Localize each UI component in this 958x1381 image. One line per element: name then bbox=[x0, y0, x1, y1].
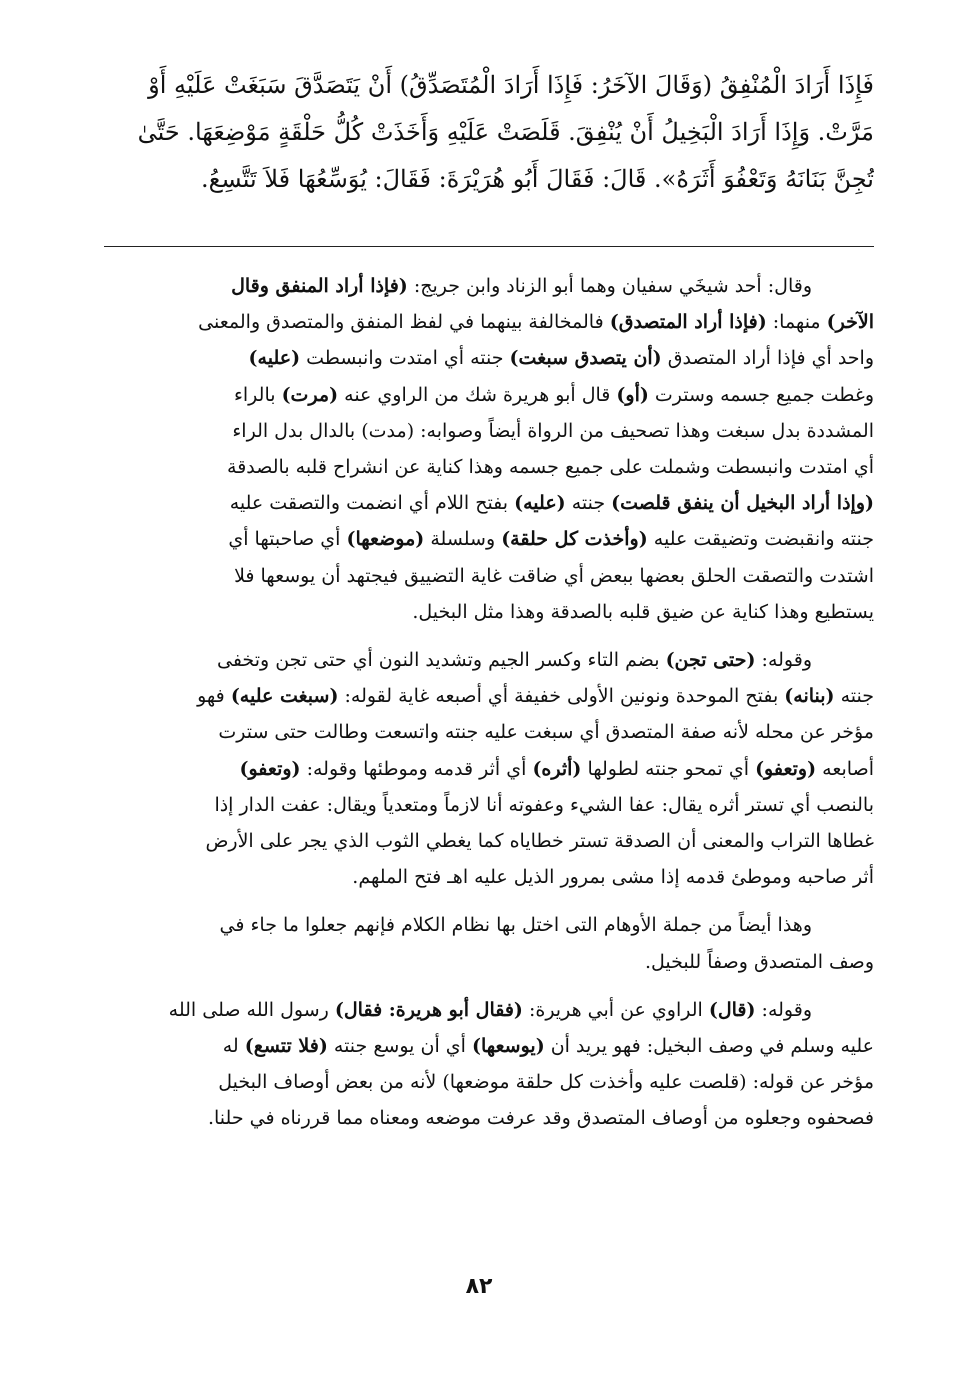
text-line: واحد أي فإذا أراد المتصدق (أن يتصدق سبغت) جنته أي امتدت وانبسطت (عليه) bbox=[248, 347, 874, 370]
text-line: وقوله: (حتى تجن) بضم التاء وكسر الجيم وتشديد النون أي حتى تجن وتخفى bbox=[216, 649, 812, 672]
footnote-separator bbox=[104, 246, 874, 247]
text-line: اشتدت والتصقت الحلق بعضها ببعض أي ضاقت غاية التضييق فيجتهد أن يوسعها فلا bbox=[234, 564, 874, 587]
text-line: غطاها التراب والمعنى أن الصدقة تستر خطاياه كما يغطي الثوب الذي يجر على الأرض bbox=[205, 830, 874, 853]
text-line: أثر صاحبه وموطئ قدمه إذا مشى بمرور الذيل عليه اهـ فتح الملهم. bbox=[352, 866, 874, 889]
hadith-text bbox=[104, 62, 874, 203]
page-number: ٨٢ bbox=[465, 1274, 493, 1299]
commentary-paragraph bbox=[104, 992, 874, 1137]
text-line: وقال: أحد شيخَي سفيان وهما أبو الزناد وابن جريج: (فإذا أراد المنفق وقال bbox=[231, 275, 812, 297]
commentary-paragraph bbox=[104, 268, 874, 630]
text-line: مؤخر عن قوله: (قلصت عليه وأخذت كل حلقة موضعها) لأنه من بعض أوصاف البخيل bbox=[218, 1071, 874, 1094]
hadith-line: تُجِنَّ بَنَانَهُ وَتَعْفُوَ أَثَرَهُ». قَالَ: فَقَالَ أَبُو هُرَيْرَةَ: فَقَالَ: يُوَسِّعُهَا فَلاَ تَتَّسِعُ. bbox=[200, 165, 874, 193]
text-line: عليه وسلم في وصف البخيل: فهو يريد أن (يوسعها) أي أن يوسع جنته (فلا تتسع) له bbox=[222, 1035, 874, 1058]
commentary-paragraph bbox=[104, 642, 874, 895]
text-line: أصابعه (وتعفو) أي تمحو جنته لطولها (أثره) أي أثر قدمه وموطئها وقوله: (وتعفو) bbox=[239, 757, 874, 780]
text-line: وصف المتصدق وصفاً للبخيل. bbox=[644, 950, 874, 973]
text-line: جنته وانقبضت وتضيقت عليه (وأخذت كل حلقة) وسلسلة (موضعها) أي صاحبتها أي bbox=[228, 528, 874, 551]
text-line: يستطيع وهذا كناية عن ضيق قلبه بالصدقة وهذا مثل البخيل. bbox=[412, 600, 874, 623]
text-line: أي امتدت وانبسطت وشملت على جميع جسمه وهذا كناية عن انشراح قلبه بالصدقة bbox=[227, 456, 874, 479]
text-line: وهذا أيضاً من جملة الأوهام التى اختل بها نظام الكلام فإنهم جعلوا ما جاء في bbox=[219, 914, 812, 937]
text-line: فصحفوه وجعلوه من أوصاف المتصدق وقد عرفت موضعه ومعناه مما قررناه في حلنا. bbox=[207, 1107, 874, 1130]
text-line: جنته (بنانه) بفتح الموحدة ونونين الأولى خفيفة أي أصبعه غاية لقوله: (سبغت عليه) فهو bbox=[197, 685, 874, 708]
commentary-paragraph bbox=[104, 907, 874, 979]
text-line: وقوله: (قال) الراوي عن أبي هريرة: (فقال أبو هريرة: فقال) رسول الله صلى الله bbox=[168, 998, 812, 1021]
hadith-line: مَرَّتْ. وَإِذَا أَرَادَ الْبَخِيلُ أَنْ يُنْفِقَ. قَلَصَتْ عَلَيْهِ وَأَخَذَتْ كُلُّ حَلْقَةٍ مَوْضِعَهَا. حَتَّىٰ bbox=[137, 118, 874, 146]
text-line: بالنصب أي تستر أثره يقال: عفا الشيء وعفوته أنا لازماً ومتعدياً ويقال: عفت الدار إذا bbox=[214, 793, 874, 816]
text-line: (وإذا أراد البخيل أن ينفق قلصت) جنته (عليه) بفتح اللام أي انضمت والتصقت عليه bbox=[229, 492, 874, 515]
commentary bbox=[104, 268, 874, 1149]
hadith-line: فَإِذَا أَرَادَ الْمُنْفِقُ (وَقَالَ الآخَرُ: فَإِذَا أَرَادَ الْمُتَصَدِّقُ) أَنْ يَتَصَدَّقَ سَبَغَتْ عَلَيْهِ أَوْ bbox=[148, 71, 874, 99]
text-line: وغطت جميع جسمه وسترت (أو) قال أبو هريرة شك من الراوي عنه (مرت) بالراء bbox=[233, 383, 874, 406]
text-line: المشددة بدل سبغت وهذا تصحيف من الرواة أيضاً وصوابه: (مدت) بالدال بدل الراء bbox=[232, 419, 874, 442]
text-line: الآخر) منهما: (فإذا أراد المتصدق) فالمخالفة بينهما في لفظ المنفق والمتصدق والمعنى bbox=[198, 311, 874, 334]
text-line: مؤخر عن محله لأنه صفة المتصدق أي سبغت عليه جنته واتسعت وطالت حتى سترت bbox=[218, 721, 874, 744]
